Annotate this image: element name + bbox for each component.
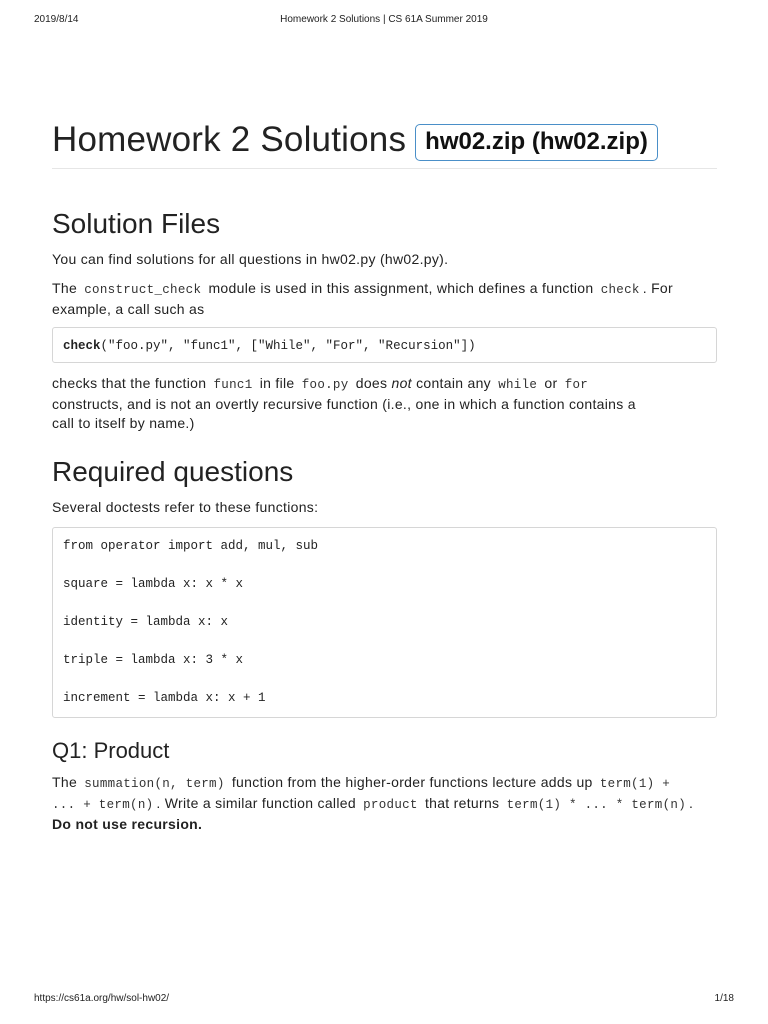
inline-code: term(1) + [599,777,671,791]
inline-code: func1 [213,378,253,392]
title-row [52,118,717,161]
emphasis: not [391,375,412,391]
text: function from the higher-order functions lecture adds up [231,774,593,790]
code-line: triple = lambda x: 3 * x [63,653,244,667]
text: The [52,280,78,296]
required-questions-heading: Required questions [52,456,294,487]
helper-functions-code-block [52,527,717,718]
text: . [689,795,694,811]
text: or [544,375,558,391]
title-divider [52,168,717,169]
inline-code: product [363,798,418,812]
page-number: 1/18 [714,993,734,1004]
print-url: https://cs61a.org/hw/sol-hw02/ [34,993,170,1004]
q1-paragraph [52,773,717,834]
text: module is used in this assignment, which defines a function [208,280,594,296]
code-arguments: ("foo.py", "func1", ["While", "For", "Recursion"]) [100,339,476,353]
inline-code: for [564,378,589,392]
inline-code: check [600,283,640,297]
text: The [52,774,78,790]
print-footer [34,993,734,1007]
text: . For [642,280,673,296]
print-date: 2019/8/14 [34,14,79,25]
inline-code: term(1) * ... * term(n) [506,798,686,812]
text: constructs, and is not an overtly recursive function (i.e., one in which a function contains a [52,396,636,412]
doctests-intro: Several doctests refer to these functions: [52,499,319,515]
download-zip-link[interactable]: hw02.zip (hw02.zip) [415,124,658,161]
text: contain any [416,375,491,391]
code-line: increment = lambda x: x + 1 [63,691,266,705]
text: in file [259,375,295,391]
print-title: Homework 2 Solutions | CS 61A Summer 2019 [280,14,488,25]
text: that returns [424,795,500,811]
hw02-py-link[interactable]: You can find solutions for all questions in hw02.py (hw02.py). [52,251,449,267]
inline-code: foo.py [301,378,349,392]
checks-paragraph [52,374,717,433]
construct-check-paragraph [52,279,717,319]
inline-code: while [498,378,538,392]
inline-code: ... + term(n) [52,798,154,812]
page-title: Homework 2 Solutions [52,119,407,159]
no-recursion-note: Do not use recursion. [52,816,203,832]
q1-heading: Q1: Product [52,738,170,763]
solution-files-paragraph [52,250,717,269]
code-line [63,556,706,575]
text: example, a call such as [52,301,205,317]
inline-code: construct_check [84,283,202,297]
print-header [34,14,734,28]
text: . Write a similar function called [156,795,356,811]
code-function-name: check [63,339,101,353]
code-line: from operator import add, mul, sub [63,539,319,553]
code-line: square = lambda x: x * x [63,577,244,591]
code-line [63,594,706,613]
text: does [355,375,388,391]
text: call to itself by name.) [52,415,195,431]
code-line [63,670,706,689]
code-line: identity = lambda x: x [63,615,229,629]
solution-files-heading: Solution Files [52,208,221,239]
text: checks that the function [52,375,207,391]
inline-code: summation(n, term) [84,777,225,791]
code-line [63,632,706,651]
check-code-block [52,327,717,363]
